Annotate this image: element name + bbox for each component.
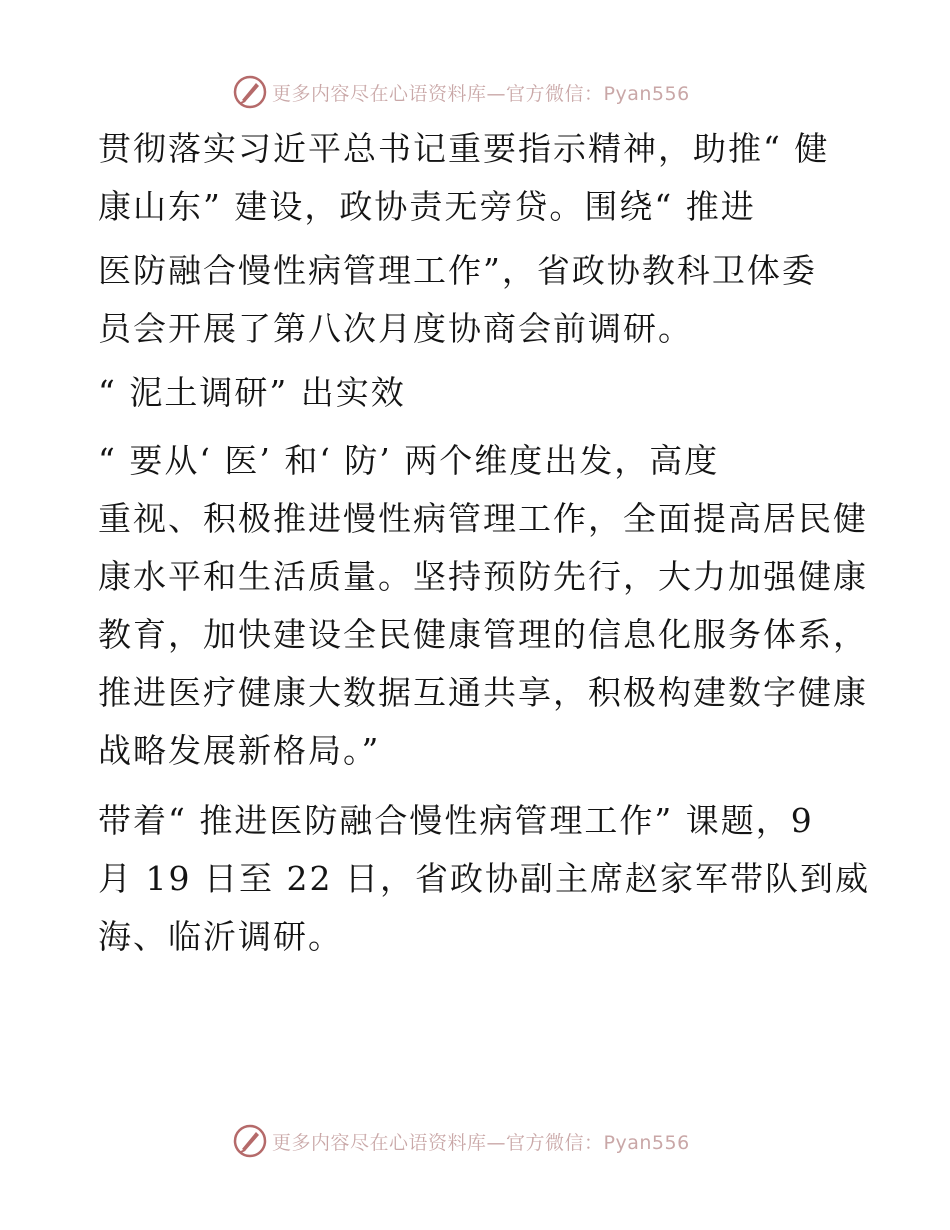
text-line: “ 要从‘ 医’ 和‘ 防’ 两个维度出发，高度: [98, 441, 720, 480]
text-line: 重视、积极推进慢性病管理工作，全面提高居民健: [98, 499, 868, 538]
watermark-text: 更多内容尽在心语资料库—官方微信：Pyan556: [272, 1131, 690, 1154]
text-line: 康水平和生活质量。坚持预防先行，大力加强健康: [98, 557, 868, 596]
text-line: “ 泥土调研” 出实效: [98, 373, 406, 412]
feather-pen-logo-icon: [232, 74, 268, 110]
paragraph-4: [98, 432, 868, 780]
text-line: 月 19 日至 22 日，省政协副主席赵家军带队到威: [98, 859, 870, 898]
text-line: 康山东” 建设，政协责无旁贷。围绕“ 推进: [98, 187, 756, 226]
paragraph-5: [98, 792, 870, 966]
footer-watermark: [232, 1121, 690, 1161]
paragraph-1: [98, 120, 858, 236]
text-line: 带着“ 推进医防融合慢性病管理工作” 课题，9: [98, 801, 814, 840]
text-line: 员会开展了第八次月度协商会前调研。: [98, 309, 693, 348]
watermark-text: 更多内容尽在心语资料库—官方微信：Pyan556: [272, 82, 690, 105]
document-body: [98, 120, 870, 974]
paragraph-3: [98, 364, 858, 422]
text-line: 贯彻落实习近平总书记重要指示精神，助推“ 健: [98, 129, 830, 168]
text-line: 推进医疗健康大数据互通共享，积极构建数字健康: [98, 673, 868, 712]
text-line: 战略发展新格局。”: [98, 731, 381, 770]
text-line: 医防融合慢性病管理工作”，省政协教科卫体委: [98, 251, 817, 290]
feather-pen-logo-icon: [232, 1123, 268, 1159]
text-line: 海、临沂调研。: [98, 917, 343, 956]
header-watermark: [232, 72, 690, 112]
text-line: 教育，加快建设全民健康管理的信息化服务体系，: [98, 615, 868, 654]
paragraph-2: [98, 242, 858, 358]
